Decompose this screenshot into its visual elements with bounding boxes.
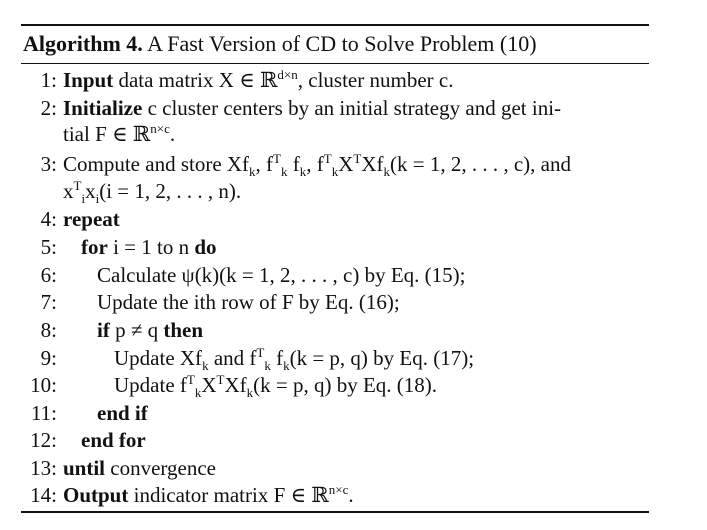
line-text: data matrix X ∈ ℝ <box>113 68 278 92</box>
subscript: k <box>249 164 256 180</box>
subscript: i <box>81 191 86 207</box>
line-text: Update Xf <box>114 346 203 370</box>
line-text-rest: . <box>348 483 354 507</box>
subscript: k <box>194 385 202 401</box>
line-text-rest: Xf <box>224 373 247 397</box>
superscript: d×n <box>277 67 298 82</box>
line-text-rest: f <box>287 152 300 176</box>
keyword: end if <box>97 401 148 425</box>
keyword: do <box>194 235 217 259</box>
keyword: then <box>163 318 204 342</box>
subscript: k <box>299 164 307 180</box>
subscript: k <box>383 164 390 180</box>
line-text: tial F ∈ ℝ <box>63 122 151 146</box>
line-text-rest: X <box>201 373 217 397</box>
line-text: convergence <box>105 456 216 480</box>
line-number: 7: <box>40 290 57 314</box>
line-text-rest: (k = p, q) by Eq. (17); <box>289 346 475 370</box>
subscript: k <box>283 358 290 374</box>
keyword: Input <box>63 68 114 92</box>
keyword: until <box>63 456 106 480</box>
top-rule <box>21 24 649 26</box>
algorithm-caption <box>23 31 537 57</box>
line-number: 4: <box>40 207 57 231</box>
line-text: i = 1 to n <box>107 235 195 259</box>
superscript: T <box>73 178 82 193</box>
keyword: for <box>81 235 108 259</box>
line-text: Calculate ψ(k)(k = 1, 2, . . . , c) by Eq. (15); <box>97 263 466 287</box>
superscript: T <box>323 151 332 166</box>
line-number: 9: <box>40 346 57 370</box>
line-number: 10: <box>30 373 57 397</box>
superscript: T <box>273 151 281 166</box>
superscript: T <box>216 372 225 387</box>
line-text-rest: and f <box>208 346 257 370</box>
subscript: k <box>246 385 254 401</box>
superscript: T <box>186 372 195 387</box>
subscript: k <box>331 164 339 180</box>
line-number: 14: <box>30 483 57 507</box>
line-number: 13: <box>30 456 57 480</box>
line-text: Update the ith row of F by Eq. (16); <box>97 290 400 314</box>
bottom-rule <box>21 511 649 513</box>
line-text-rest: (k = 1, 2, . . . , c), and <box>390 152 571 176</box>
line-text-rest: f <box>270 346 284 370</box>
line-text-rest: X <box>338 152 354 176</box>
line-text-rest: x <box>85 179 96 203</box>
line-number: 8: <box>40 318 57 342</box>
line-text: c cluster centers by an initial strategy and get ini- <box>142 96 562 120</box>
line-number: 2: <box>40 96 57 120</box>
superscript: T <box>256 345 265 360</box>
line-text: Update f <box>114 373 187 397</box>
keyword: end for <box>81 428 146 452</box>
line-text-rest: Xf <box>361 152 384 176</box>
keyword: repeat <box>63 207 120 231</box>
keyword: Initialize <box>63 96 143 120</box>
line-number: 5: <box>40 235 57 259</box>
keyword: Output <box>63 483 129 507</box>
line-text-rest: (i = 1, 2, . . . , n). <box>99 179 242 203</box>
superscript: n×c <box>150 121 170 136</box>
line-number: 11: <box>30 401 57 425</box>
subscript: k <box>202 358 209 374</box>
line-text-rest: , cluster number c. <box>297 68 454 92</box>
subscript: k <box>264 358 271 374</box>
line-text-rest: , f <box>306 152 324 176</box>
line-number: 3: <box>40 152 57 176</box>
subscript: i <box>95 191 100 207</box>
subscript: k <box>281 164 288 180</box>
keyword: if <box>97 318 110 342</box>
caption-label: Algorithm 4. <box>23 31 143 56</box>
superscript: T <box>353 151 362 166</box>
line-number: 12: <box>30 428 57 452</box>
caption-title: A Fast Version of CD to Solve Problem (10) <box>147 31 537 56</box>
line-text: indicator matrix F ∈ ℝ <box>128 483 329 507</box>
line-text: x <box>63 179 74 203</box>
line-text: Compute and store Xf <box>63 152 250 176</box>
line-text-rest: . <box>169 122 176 146</box>
line-text-rest: , f <box>255 152 274 176</box>
line-number: 6: <box>40 263 57 287</box>
caption-rule <box>21 63 649 64</box>
line-text: p ≠ q <box>109 318 164 342</box>
superscript: n×c <box>328 482 349 497</box>
line-text-rest: (k = p, q) by Eq. (18). <box>253 373 438 397</box>
line-number: 1: <box>40 68 57 92</box>
